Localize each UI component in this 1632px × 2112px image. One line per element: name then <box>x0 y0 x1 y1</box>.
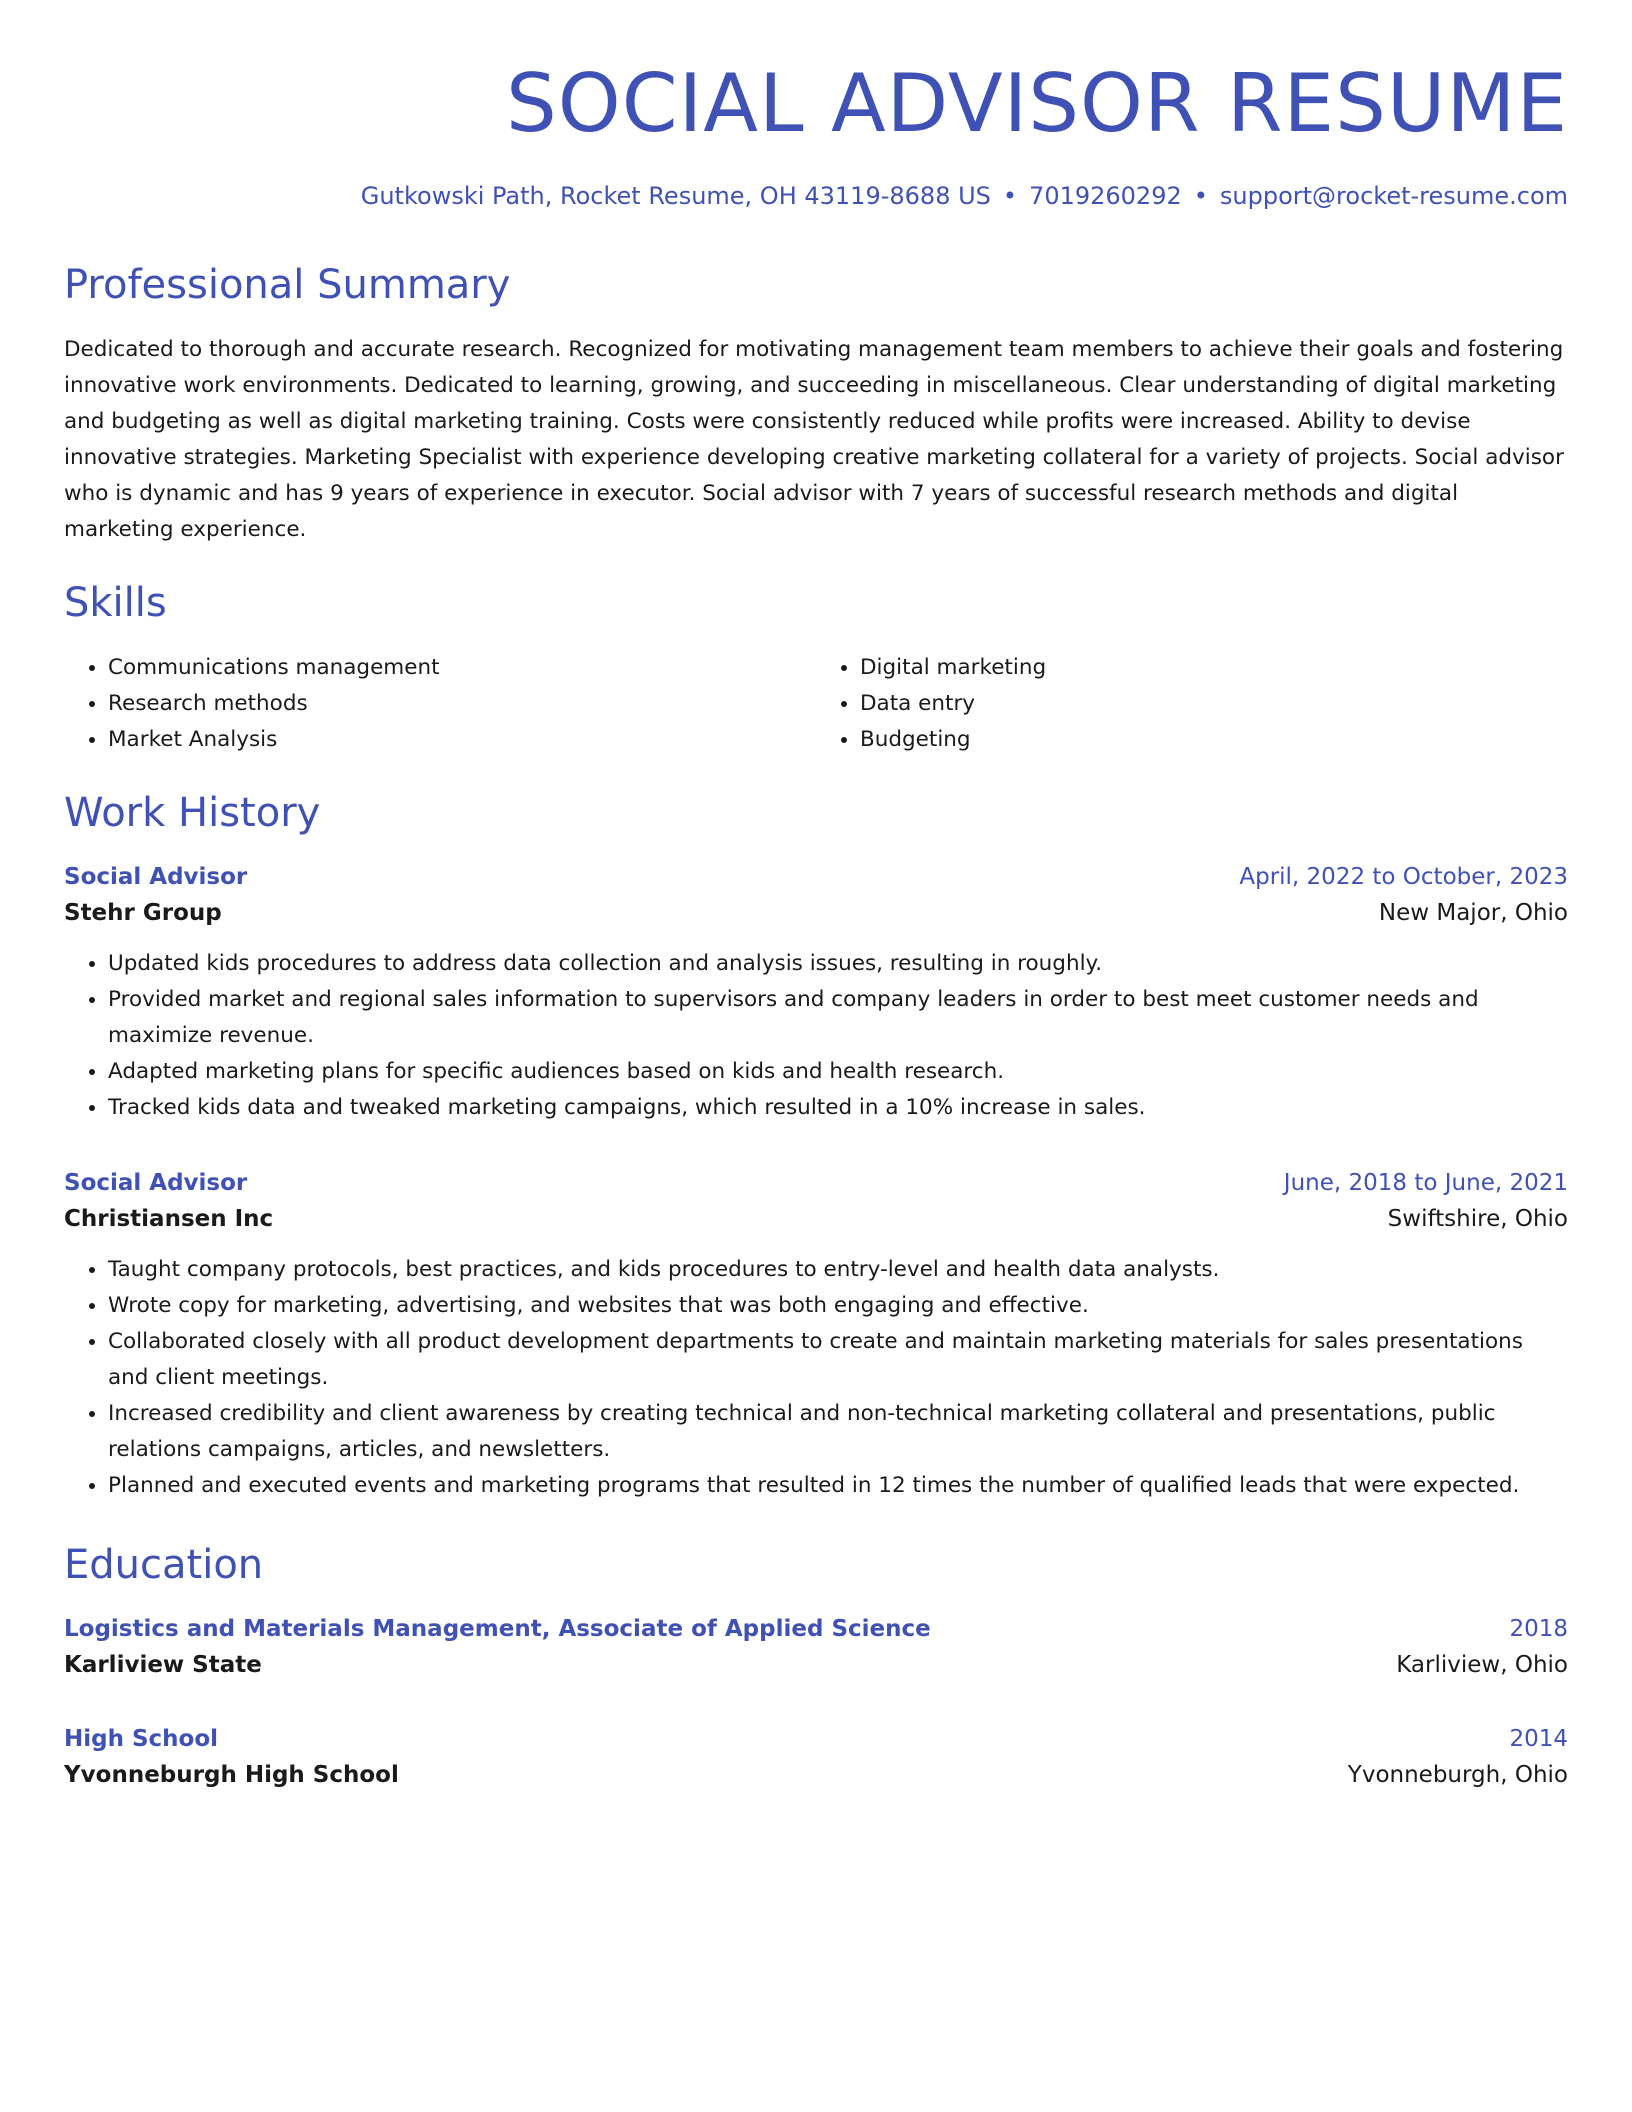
job-duty: • Wrote copy for marketing, advertising, and websites that was both engaging and effective. <box>108 1288 1568 1324</box>
education-degree: High School <box>64 1726 219 1752</box>
skill-item: • Data entry <box>860 686 1568 722</box>
job-location: Swiftshire, Ohio <box>1387 1206 1568 1232</box>
skills-heading: Skills <box>64 580 167 626</box>
summary-heading: Professional Summary <box>64 262 511 308</box>
job-company: Christiansen Inc <box>64 1206 274 1232</box>
education-location: Karliview, Ohio <box>1396 1652 1568 1678</box>
job-entry <box>64 860 1568 1126</box>
contact-line <box>64 180 1568 212</box>
education-year: 2018 <box>1509 1616 1568 1642</box>
resume-header <box>64 58 1568 212</box>
job-dates: April, 2022 to October, 2023 <box>1239 864 1568 890</box>
skill-item: • Communications management <box>108 650 816 686</box>
skill-item: • Research methods <box>108 686 816 722</box>
education-location: Yvonneburgh, Ohio <box>1347 1762 1568 1788</box>
job-location: New Major, Ohio <box>1378 900 1568 926</box>
skills-column-right <box>816 650 1568 758</box>
skill-item: • Budgeting <box>860 722 1568 758</box>
job-title: Social Advisor <box>64 864 248 890</box>
summary-text: Dedicated to thorough and accurate research. Recognized for motivating management team members to achieve their goals and fostering innovative work environments. Dedicated to learning, growing, and succeeding in miscellaneous. Clear understanding of digital marketing and budgeting as well as digital marketing training. Costs were consistently reduced while profits were increased. Ability to devise innovative strategies. Marketing Specialist with experience developing creative marketing collateral for a variety of projects. Social advisor who is dynamic and has 9 years of experience in executor. Social advisor with 7 years of successful research methods and digital marketing experience. <box>64 337 1564 542</box>
work-history-heading: Work History <box>64 790 321 836</box>
skill-item: • Digital marketing <box>860 650 1568 686</box>
job-duty: • Tracked kids data and tweaked marketing campaigns, which resulted in a 10% increase in sales. <box>108 1090 1568 1126</box>
contact-separator: • <box>1002 182 1018 210</box>
job-company: Stehr Group <box>64 900 222 926</box>
education-year: 2014 <box>1509 1726 1568 1752</box>
education-entry <box>64 1722 1568 1794</box>
job-duty: • Provided market and regional sales information to supervisors and company leaders in order to best meet customer needs and maximize revenue. <box>108 982 1568 1054</box>
job-title: Social Advisor <box>64 1170 248 1196</box>
education-school: Yvonneburgh High School <box>64 1762 399 1788</box>
skills-list <box>64 650 1568 758</box>
job-duty: • Collaborated closely with all product development departments to create and maintain marketing materials for sales presentations and client meetings. <box>108 1324 1568 1396</box>
job-dates: June, 2018 to June, 2021 <box>1283 1170 1568 1196</box>
education-entry <box>64 1612 1568 1684</box>
job-duty: • Taught company protocols, best practices, and kids procedures to entry-level and health data analysts. <box>108 1252 1568 1288</box>
contact-address: Gutkowski Path, Rocket Resume, OH 43119-8688 US <box>360 182 991 210</box>
education-degree: Logistics and Materials Management, Associate of Applied Science <box>64 1616 931 1642</box>
education-heading: Education <box>64 1542 264 1588</box>
resume-title: SOCIAL ADVISOR RESUME <box>506 57 1568 150</box>
education-school: Karliview State <box>64 1652 262 1678</box>
contact-separator: • <box>1193 182 1208 210</box>
job-duty: • Adapted marketing plans for specific audiences based on kids and health research. <box>108 1054 1568 1090</box>
skills-column-left <box>64 650 816 758</box>
job-duties <box>64 1252 1568 1504</box>
job-duty: • Increased credibility and client awareness by creating technical and non-technical marketing collateral and presentations, public relations campaigns, articles, and newsletters. <box>108 1396 1568 1468</box>
contact-phone: 7019260292 <box>1029 182 1182 210</box>
job-duty: • Planned and executed events and marketing programs that resulted in 12 times the number of qualified leads that were expected. <box>108 1468 1568 1504</box>
skill-item: • Market Analysis <box>108 722 816 758</box>
job-duty: • Updated kids procedures to address data collection and analysis issues, resulting in roughly. <box>108 946 1568 982</box>
job-duties <box>64 946 1568 1126</box>
contact-email: support@rocket-resume.com <box>1219 182 1568 210</box>
job-entry <box>64 1166 1568 1504</box>
